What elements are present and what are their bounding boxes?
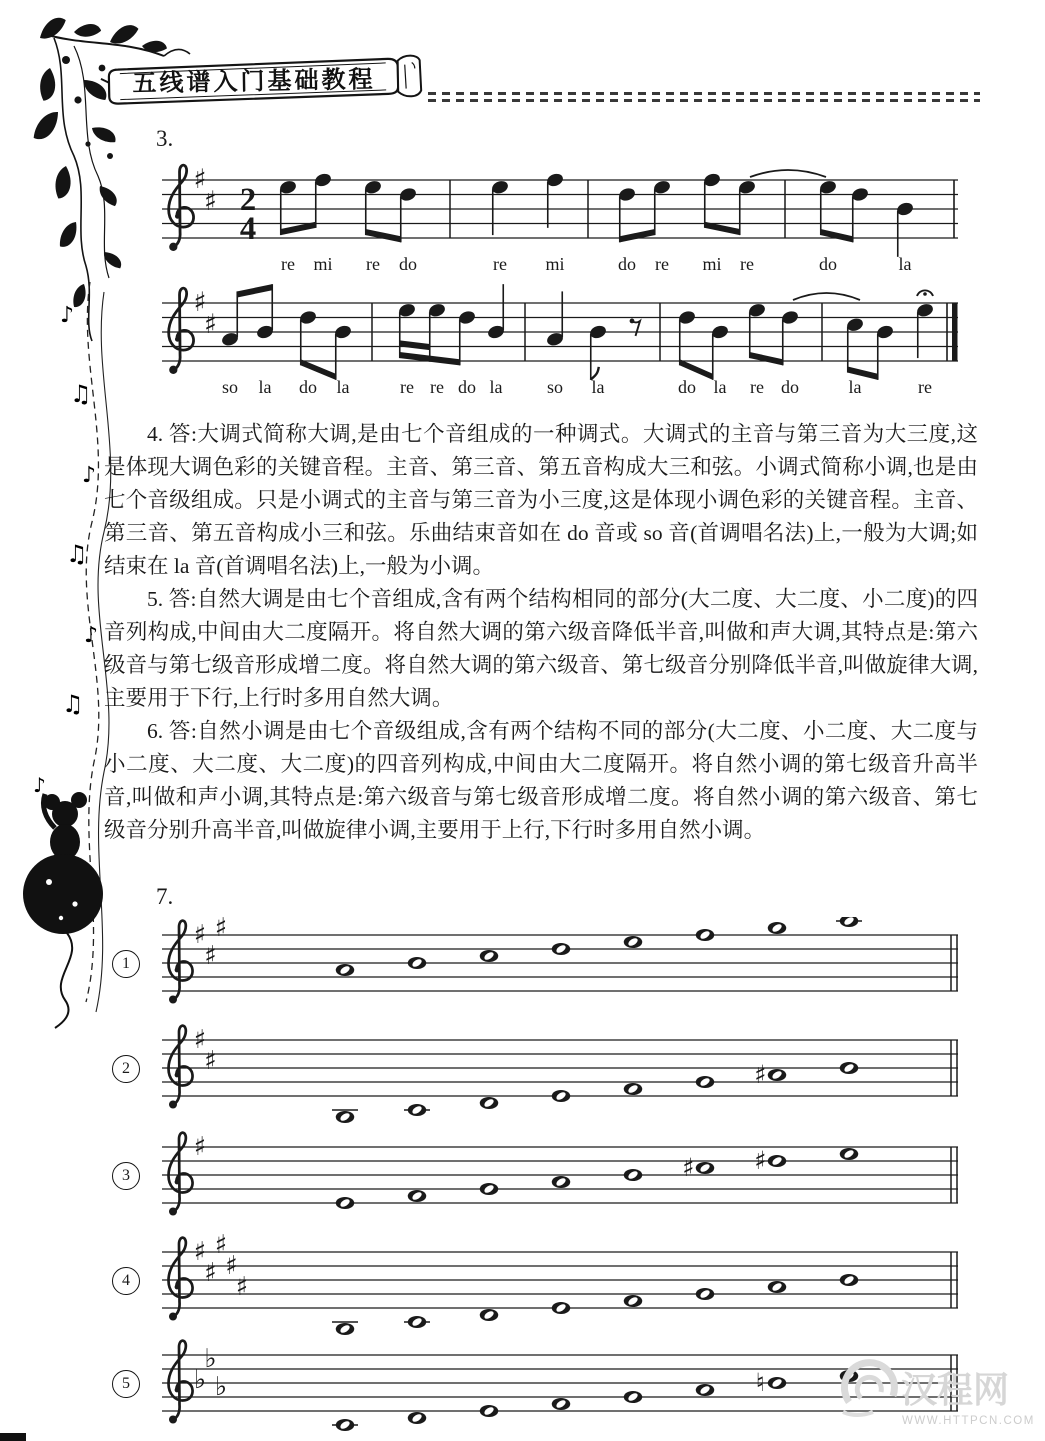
music-note-icon: ♫ [62, 690, 84, 718]
watermark-site-url: WWW.HTTPCN.COM [902, 1415, 1035, 1427]
svg-text:do: do [781, 377, 799, 397]
svg-text:re: re [281, 254, 295, 274]
svg-text:♭: ♭ [204, 1344, 217, 1374]
watermark-logo-icon [843, 1363, 894, 1415]
svg-text:♯: ♯ [193, 1237, 207, 1267]
svg-text:♯: ♯ [193, 1025, 207, 1055]
svg-text:♭: ♭ [193, 1365, 207, 1395]
svg-text:do: do [819, 254, 837, 274]
exercise7-label: 7. [156, 884, 174, 909]
exercise3-label: 3. [156, 126, 174, 151]
svg-text:la: la [489, 377, 503, 397]
music-note-icon: ♪ [82, 463, 97, 488]
svg-text:mi: mi [545, 254, 565, 274]
svg-text:♯: ♯ [754, 1146, 767, 1175]
svg-text:do: do [678, 377, 696, 397]
answer-paragraph-6: 6. 答:自然小调是由七个音级组成,含有两个结构不同的部分(大二度、小二度、大二度与小二度、大二度、大二度)的四音列构成,中间由大二度隔开。将自然小调的第七级音升高半音,叫做和声小调,其特点是:第六级音与第七级音形成增二度。将自然小调的第六级音、第七级音分别升高半音,叫做旋律小调,主要用于上行,下行时多用自然小调。 [104, 719, 978, 842]
svg-text:re: re [918, 377, 932, 397]
svg-text:♯: ♯ [193, 287, 207, 318]
banner [99, 47, 435, 115]
svg-text:do: do [399, 254, 417, 274]
music-note-icon: ♫ [66, 540, 88, 568]
svg-text:♯: ♯ [214, 1234, 228, 1260]
svg-text:♯: ♯ [204, 1258, 217, 1288]
music-note-icon: ♪ [84, 623, 99, 648]
scale-staff-2 [160, 1022, 960, 1131]
dashed-divider-row [428, 99, 980, 102]
scale-staff-label-3: 3 [112, 1162, 140, 1190]
svg-text:4: 4 [239, 211, 257, 247]
svg-text:mi: mi [702, 254, 722, 274]
svg-text:♯: ♯ [754, 1060, 767, 1089]
music-note-icon: ♪ [60, 303, 75, 328]
svg-text:♭: ♭ [214, 1372, 228, 1402]
svg-text:re: re [493, 254, 507, 274]
scale-staff-3 [160, 1129, 960, 1238]
dashed-divider [428, 92, 980, 102]
svg-text:so: so [221, 377, 239, 397]
svg-text:la: la [713, 377, 727, 397]
svg-text:la: la [591, 377, 605, 397]
scale-staff-4 [160, 1234, 960, 1343]
banner-title: 五线谱入门基础教程 [132, 67, 376, 98]
scale-staff-label-5: 5 [112, 1370, 140, 1398]
svg-text:♯: ♯ [204, 185, 217, 217]
scale-staff-label-2: 2 [112, 1055, 140, 1083]
svg-text:♯: ♯ [204, 941, 217, 971]
scan-corner-mark [0, 1433, 26, 1441]
svg-text:re: re [740, 254, 754, 274]
music-note-icon: ♪ [33, 773, 46, 797]
melody-system-1 [160, 160, 960, 289]
svg-text:2: 2 [239, 182, 257, 218]
svg-text:♯: ♯ [193, 920, 207, 950]
answers-block [104, 418, 978, 847]
svg-text:do: do [299, 377, 317, 397]
melody-system-2 [160, 283, 960, 412]
answer-paragraph-5: 5. 答:自然大调是由七个音组成,含有两个结构相同的部分(大二度、大二度、小二度)的四音列构成,中间由大二度隔开。将自然大调的第六级音降低半音,叫做和声大调,其特点是:第六级音与第七级音形成增二度。将自然大调的第六级音、第七级音分别降低半音,叫做旋律大调,主要用于下行,上行时多用自然大调。 [104, 587, 978, 710]
svg-text:♯: ♯ [214, 917, 228, 943]
svg-text:la: la [258, 377, 272, 397]
svg-text:♯: ♯ [204, 308, 217, 340]
svg-text:re: re [366, 254, 380, 274]
answer-paragraph-4: 4. 答:大调式简称大调,是由七个音组成的一种调式。大调式的主音与第三音为大三度,这是体现大调色彩的关键音程。主音、第三音、第五音构成大三和弦。小调式简称小调,也是由七个音级组成。只是小调式的主音与第三音为小三度,这是体现小调色彩的关键音程。主音、第三音、第五音构成小三和弦。乐曲结束音如在 do 音或 so 音(首调唱名法)上,一般为大调;如结束在 la 音(首调唱名法)上,一般为小调。 [104, 422, 978, 578]
watermark-site-name: 汉程网 [901, 1370, 1010, 1410]
svg-text:re: re [430, 377, 444, 397]
svg-text:do: do [618, 254, 636, 274]
svg-text:♯: ♯ [204, 1046, 217, 1076]
svg-text:so: so [546, 377, 564, 397]
watermark [835, 1350, 1040, 1438]
svg-text:♯: ♯ [193, 1132, 207, 1162]
svg-text:♯: ♯ [193, 164, 207, 195]
scale-staff-label-4: 4 [112, 1267, 140, 1295]
svg-text:la: la [336, 377, 350, 397]
scale-staff-1 [160, 917, 960, 1026]
svg-text:la: la [848, 377, 862, 397]
svg-text:re: re [750, 377, 764, 397]
scale-staff-label-1: 1 [112, 950, 140, 978]
svg-text:re: re [655, 254, 669, 274]
svg-text:re: re [400, 377, 414, 397]
svg-text:la: la [898, 254, 912, 274]
svg-text:♯: ♯ [225, 1251, 238, 1281]
svg-text:do: do [458, 377, 476, 397]
music-note-icon: ♫ [70, 380, 92, 408]
svg-text:♯: ♯ [235, 1272, 249, 1302]
svg-text:♮: ♮ [755, 1368, 765, 1397]
svg-text:mi: mi [313, 254, 333, 274]
svg-text:♯: ♯ [682, 1153, 695, 1182]
